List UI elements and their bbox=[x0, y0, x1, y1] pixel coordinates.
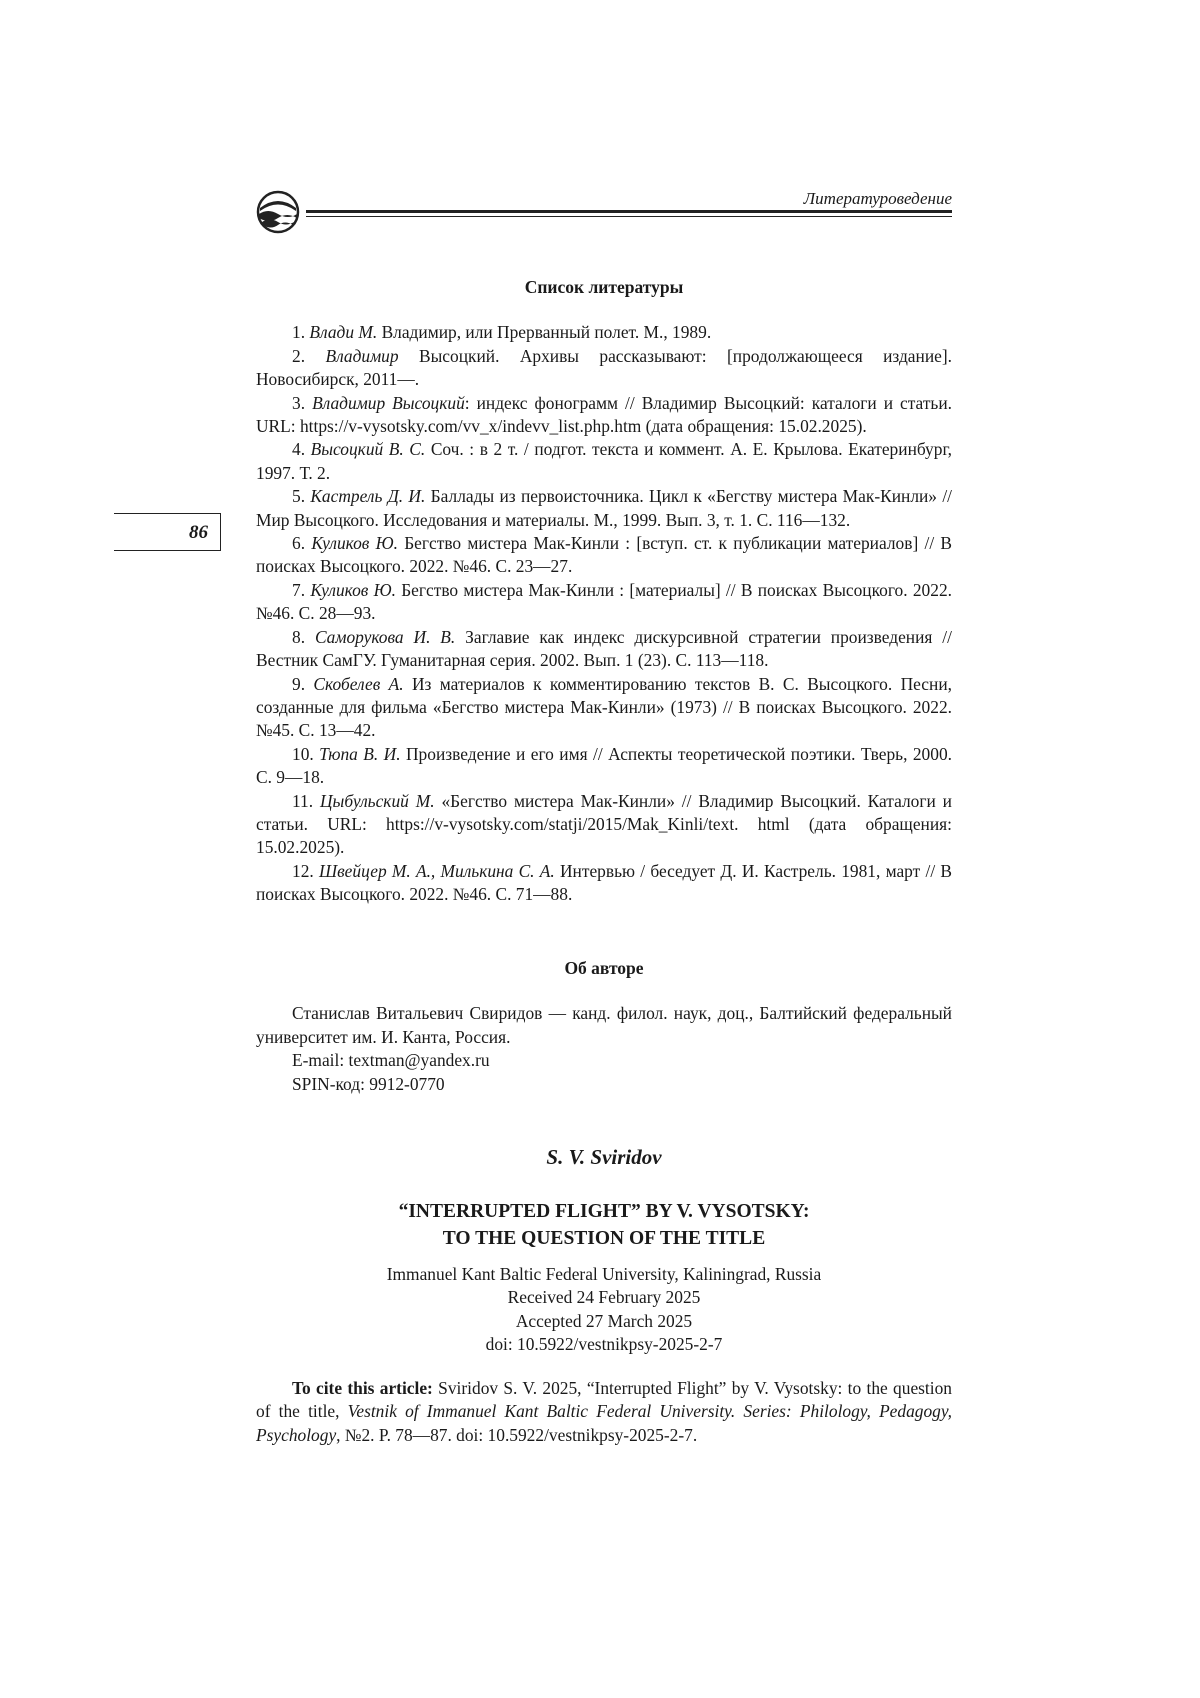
reference-item bbox=[256, 579, 952, 626]
reference-text: : индекс фонограмм // Владимир Высоцкий: каталоги и статьи. URL: https://v-vysotsky.com/vv_x/indevv_list.php.htm (дата обращения: 15.02.2025). bbox=[256, 392, 953, 437]
english-title bbox=[256, 1198, 952, 1252]
about-author-heading: Об авторе bbox=[564, 958, 644, 978]
english-meta bbox=[256, 1263, 952, 1357]
reference-item bbox=[256, 626, 952, 673]
reference-author: Саморукова И. В. bbox=[314, 626, 456, 647]
reference-number: 1. bbox=[292, 322, 306, 343]
reference-number: 2. bbox=[292, 345, 306, 366]
reference-number: 5. bbox=[292, 486, 306, 507]
affiliation: Immanuel Kant Baltic Federal University, Kaliningrad, Russia bbox=[386, 1264, 822, 1284]
header-rule-thin bbox=[306, 216, 952, 217]
about-author-section bbox=[256, 957, 952, 1096]
reference-text: Владимир, или Прерванный полет. М., 1989. bbox=[381, 322, 712, 343]
author-email: E-mail: textman@yandex.ru bbox=[292, 1050, 490, 1071]
section-title: Литературоведение bbox=[803, 189, 952, 208]
reference-text: Бегство мистера Мак-Кинли : [вступ. ст. к публикации материалов] // В поисках Высоцкого. 2022. №46. С. 23—27. bbox=[256, 533, 953, 577]
page-number-box bbox=[114, 513, 221, 551]
reference-number: 11. bbox=[292, 790, 314, 811]
accepted-date: Accepted 27 March 2025 bbox=[515, 1310, 693, 1331]
references-heading: Список литературы bbox=[524, 277, 684, 297]
reference-author: Кастрель Д. И. bbox=[310, 486, 426, 507]
journal-wave-logo-icon bbox=[256, 190, 300, 234]
reference-text: Произведение и его имя // Аспекты теоретической поэтики. Тверь, 2000. С. 9—18. bbox=[256, 743, 952, 788]
reference-item bbox=[256, 345, 952, 392]
reference-text: Интервью / беседует Д. И. Кастрель. 1981, март // В поисках Высоцкого. 2022. №46. С. 71—88. bbox=[256, 860, 952, 905]
reference-text: Бегство мистера Мак-Кинли : [материалы] // В поисках Высоцкого. 2022. №46. С. 28—93. bbox=[256, 579, 952, 624]
reference-author: Куликов Ю. bbox=[311, 533, 398, 554]
reference-text: Высоцкий. Архивы рассказывают: [продолжающееся издание]. Новосибирск, 2011—. bbox=[256, 345, 952, 390]
reference-author: Тюпа В. И. bbox=[319, 743, 401, 764]
references-list bbox=[256, 321, 952, 906]
header-rule-thick bbox=[306, 210, 952, 213]
received-date: Received 24 February 2025 bbox=[507, 1287, 701, 1308]
citation bbox=[256, 1377, 952, 1447]
references-section bbox=[256, 276, 952, 907]
reference-item bbox=[256, 321, 952, 344]
reference-number: 10. bbox=[292, 743, 314, 764]
reference-item bbox=[256, 743, 952, 790]
reference-item bbox=[256, 790, 952, 860]
author-bio: Станислав Витальевич Свиридов — канд. филол. наук, доц., Балтийский федеральный университет им. И. Канта, Россия. bbox=[256, 1003, 952, 1047]
author-spin: SPIN-код: 9912-0770 bbox=[292, 1073, 445, 1094]
reference-author: Цыбульский М. bbox=[319, 790, 435, 811]
reference-author: Владимир Высоцкий bbox=[312, 392, 465, 413]
reference-text: «Бегство мистера Мак-Кинли» // Владимир Высоцкий. Каталоги и статьи. URL: https://v-vysotsky.com/statji/2015/Mak_Kinli/text. html (дата обращения: 15.02.2025). bbox=[256, 790, 952, 858]
reference-item bbox=[256, 438, 952, 485]
reference-author: Швейцер М. А., Милькина С. А. bbox=[319, 860, 555, 881]
reference-item bbox=[256, 532, 952, 579]
reference-text: Соч. : в 2 т. / подгот. текста и коммент. А. Е. Крылова. Екатеринбург, 1997. Т. 2. bbox=[256, 439, 952, 483]
reference-author: Владимир bbox=[325, 345, 399, 366]
page-number: 86 bbox=[189, 522, 208, 543]
reference-number: 8. bbox=[292, 626, 306, 647]
reference-number: 4. bbox=[292, 439, 306, 460]
reference-text: Из материалов к комментированию текстов В. С. Высоцкого. Песни, созданные для фильма «Бегство мистера Мак-Кинли» (1973) // В поисках Высоцкого. 2022. №45. С. 13—42. bbox=[256, 673, 952, 741]
reference-author: Куликов Ю. bbox=[310, 579, 396, 600]
cite-tail: , №2. P. 78—87. doi: 10.5922/vestnikpsy-2025-2-7. bbox=[336, 1424, 698, 1445]
reference-number: 7. bbox=[292, 579, 306, 600]
reference-item bbox=[256, 392, 952, 439]
reference-author: Высоцкий В. С. bbox=[310, 439, 426, 460]
reference-number: 3. bbox=[292, 392, 306, 413]
reference-text: Заглавие как индекс дискурсивной стратегии произведения // Вестник СамГУ. Гуманитарная серия. 2002. Вып. 1 (23). С. 113—118. bbox=[256, 626, 952, 671]
doi: doi: 10.5922/vestnikpsy-2025-2-7 bbox=[485, 1334, 723, 1355]
reference-number: 9. bbox=[292, 673, 306, 694]
english-author: S. V. Sviridov bbox=[546, 1145, 662, 1169]
reference-item bbox=[256, 485, 952, 532]
reference-text: Баллады из первоисточника. Цикл к «Бегству мистера Мак-Кинли» // Мир Высоцкого. Исследования и материалы. М., 1999. Вып. 3, т. 1. С. 116—132. bbox=[256, 486, 952, 530]
english-title-line2: TO THE QUESTION OF THE TITLE bbox=[442, 1228, 766, 1249]
reference-item bbox=[256, 673, 952, 743]
reference-author: Скобелев А. bbox=[313, 673, 404, 694]
english-title-line1: “INTERRUPTED FLIGHT” BY V. VYSOTSKY: bbox=[398, 1201, 810, 1222]
reference-number: 12. bbox=[292, 860, 314, 881]
reference-author: Влади М. bbox=[309, 322, 378, 343]
cite-label: To cite this article: bbox=[292, 1378, 433, 1398]
reference-number: 6. bbox=[292, 533, 306, 554]
cite-journal: Vestnik of Immanuel Kant Baltic Federal University. Series: Philology, Pedagogy, Psychology bbox=[256, 1401, 952, 1445]
reference-item bbox=[256, 860, 952, 907]
cite-text: Sviridov S. V. 2025, “Interrupted Flight” by V. Vysotsky: to the question of the title, bbox=[256, 1378, 952, 1422]
